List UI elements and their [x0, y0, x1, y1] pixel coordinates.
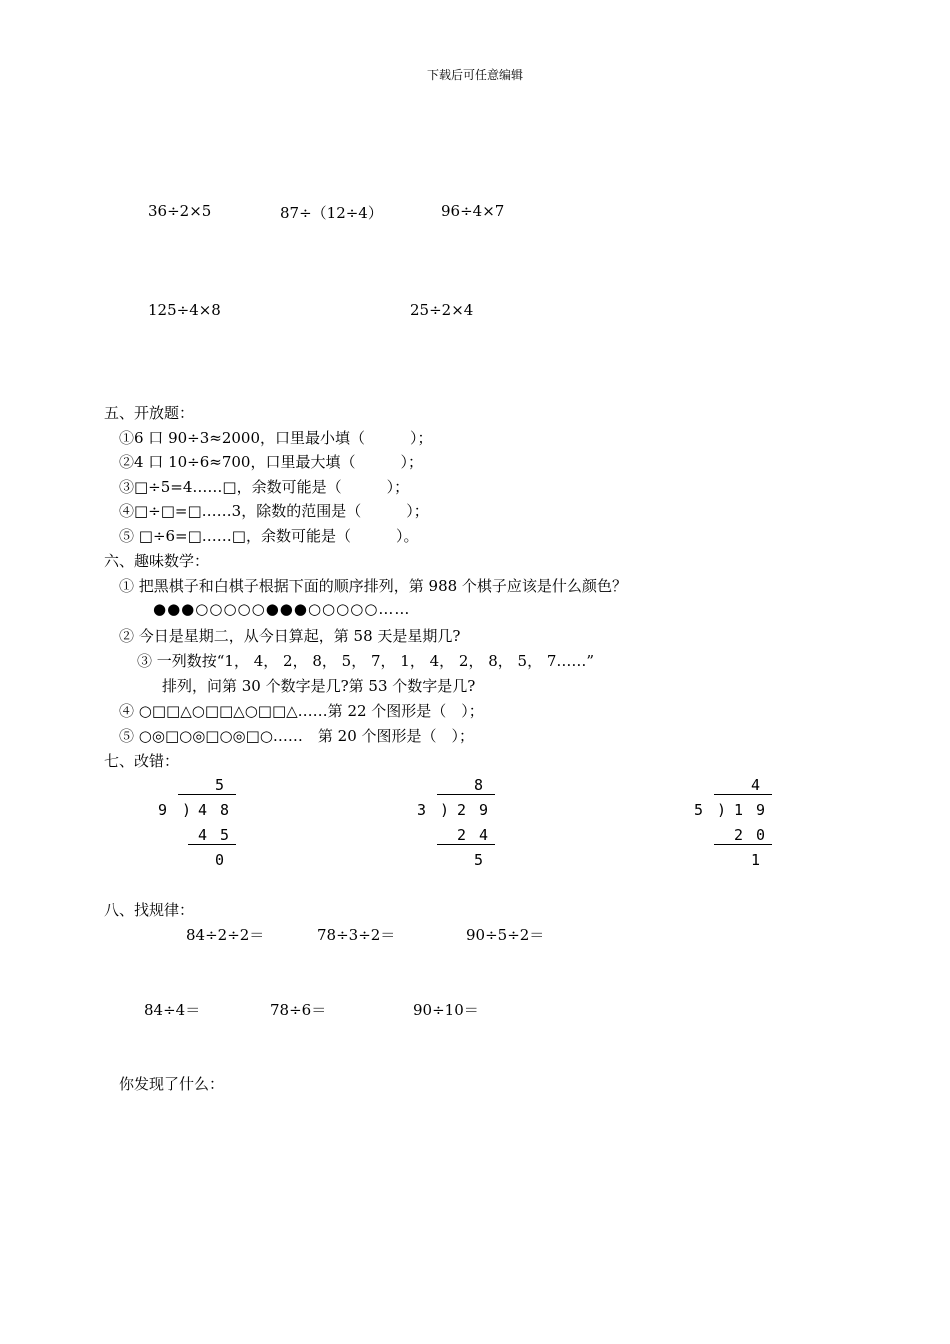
- question-item: ⑤ ○◎□○◎□○◎□○…… 第 20 个图形是（ ）；: [119, 727, 475, 745]
- section-title: 五、开放题：: [104, 404, 195, 422]
- calc-expression: 90÷5÷2＝: [466, 926, 545, 944]
- section-title: 八、找规律：: [104, 901, 195, 919]
- dividend: 4 8: [198, 801, 232, 819]
- calc-expression: 96÷4×7: [441, 202, 505, 220]
- subtraction-bar: [714, 844, 772, 845]
- question-item: ① 把黑棋子和白棋子根据下面的顺序排列，第 988 个棋子应该是什么颜色？: [119, 577, 627, 595]
- product: 4 5: [198, 826, 232, 844]
- calc-expression: 78÷3÷2＝: [317, 926, 396, 944]
- question-item: 排列，问第 30 个数字是几?第 53 个数字是几?: [162, 677, 476, 695]
- division-bar: [437, 794, 495, 795]
- quotient: 5: [215, 776, 227, 794]
- dividend: 2 9: [457, 801, 491, 819]
- calc-expression: 25÷2×4: [410, 301, 474, 319]
- calc-expression: 90÷10＝: [413, 1001, 479, 1019]
- division-bar: [178, 794, 236, 795]
- question-item: ③ 一列数按“1， 4， 2， 8， 5， 7， 1， 4， 2， 8， 5， 7……”: [137, 652, 595, 670]
- question-item: ② 今日是星期二，从今日算起，第 58 天是星期几?: [119, 627, 461, 645]
- dividend: 1 9: [734, 801, 768, 819]
- bracket: ): [717, 801, 729, 819]
- calc-expression: 78÷6＝: [270, 1001, 327, 1019]
- section-title: 六、趣味数学：: [104, 552, 210, 570]
- quotient: 8: [474, 776, 486, 794]
- remainder: 0: [215, 851, 227, 869]
- subtraction-bar: [188, 844, 236, 845]
- divisor: 5: [694, 801, 706, 819]
- product: 2 0: [734, 826, 768, 844]
- subtraction-bar: [437, 844, 495, 845]
- calc-expression: 84÷2÷2＝: [186, 926, 265, 944]
- calc-expression: 87÷（12÷4）: [280, 204, 383, 222]
- division-bar: [714, 794, 772, 795]
- question-item: ⑤ □÷6=□……□，余数可能是（ ）。: [119, 527, 419, 545]
- divisor: 3: [417, 801, 429, 819]
- quotient: 4: [751, 776, 763, 794]
- chess-pattern: ●●●○○○○○●●●○○○○○……: [153, 600, 411, 618]
- calc-expression: 36÷2×5: [148, 202, 212, 220]
- bracket: ): [440, 801, 452, 819]
- question-item: ①6 口 90÷3≈2000，口里最小填（ ）；: [119, 429, 433, 447]
- remainder: 5: [474, 851, 486, 869]
- bracket: ): [182, 801, 194, 819]
- question-item: ④ ○□□△○□□△○□□△……第 22 个图形是（ ）；: [119, 702, 484, 720]
- calc-expression: 84÷4＝: [144, 1001, 201, 1019]
- product: 2 4: [457, 826, 491, 844]
- remainder: 1: [751, 851, 763, 869]
- question-item: ②4 口 10÷6≈700，口里最大填（ ）；: [119, 453, 423, 471]
- question-item: 你发现了什么：: [119, 1075, 225, 1093]
- question-item: ④□÷□=□……3，除数的范围是（ ）；: [119, 502, 429, 520]
- calc-expression: 125÷4×8: [148, 301, 221, 319]
- section-title: 七、改错：: [104, 752, 180, 770]
- divisor: 9: [158, 801, 170, 819]
- page-header: 下载后可任意编辑: [426, 68, 523, 82]
- question-item: ③□÷5=4……□，余数可能是（ ）；: [119, 478, 410, 496]
